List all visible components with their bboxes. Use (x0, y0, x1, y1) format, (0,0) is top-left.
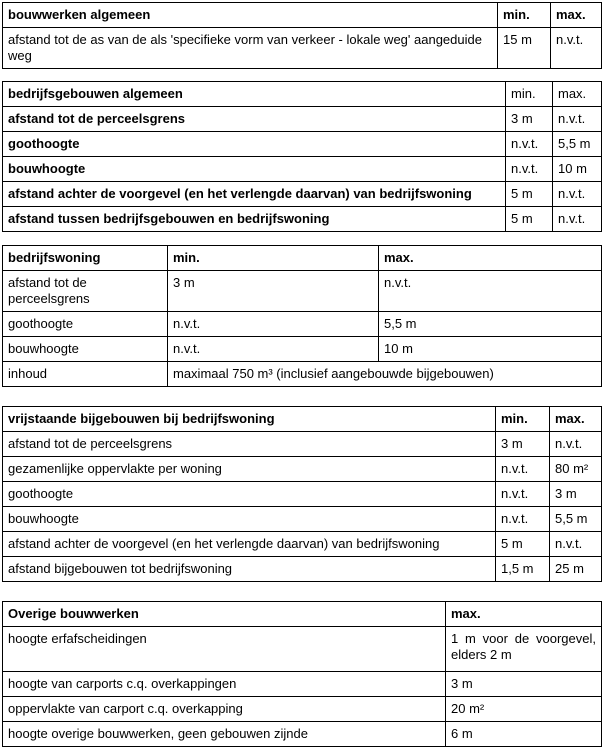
table-bedrijfsgebouwen-algemeen (2, 81, 602, 232)
min-value: 3 m (506, 107, 553, 132)
col-header-min: min. (506, 82, 553, 107)
table-header-row (3, 82, 602, 107)
table-header-row (3, 602, 602, 627)
row-label: afstand achter de voorgevel (en het verlengde daarvan) van bedrijfswoning (3, 182, 506, 207)
min-value: 5 m (506, 182, 553, 207)
min-value: n.v.t. (506, 157, 553, 182)
col-header-max: max. (446, 602, 602, 627)
col-header-max: max. (551, 3, 602, 28)
table-row (3, 207, 602, 232)
row-label: afstand tot de perceelsgrens (3, 107, 506, 132)
table-row (3, 132, 602, 157)
max-value: n.v.t. (550, 432, 602, 457)
row-label: goothoogte (3, 132, 506, 157)
min-value: 3 m (168, 271, 379, 312)
table-row (3, 362, 602, 387)
min-value: 15 m (498, 28, 551, 69)
row-label: goothoogte (3, 312, 168, 337)
max-value: 20 m² (446, 697, 602, 722)
table-header-row (3, 3, 602, 28)
max-value: n.v.t. (553, 182, 602, 207)
max-value: n.v.t. (379, 271, 602, 312)
row-label: hoogte van carports c.q. overkappingen (3, 672, 446, 697)
table-row (3, 107, 602, 132)
table-row (3, 28, 602, 69)
row-label: afstand tot de as van de als 'specifieke vorm van verkeer - lokale weg' aangeduide weg (3, 28, 498, 69)
min-value: 3 m (496, 432, 550, 457)
table-row (3, 557, 602, 582)
max-value: n.v.t. (551, 28, 602, 69)
max-value: 3 m (550, 482, 602, 507)
row-label: afstand achter de voorgevel (en het verlengde daarvan) van bedrijfswoning (3, 532, 496, 557)
min-value: 5 m (506, 207, 553, 232)
row-label: afstand tot de perceelsgrens (3, 271, 168, 312)
table-row (3, 337, 602, 362)
max-value: 3 m (446, 672, 602, 697)
col-header-min: min. (498, 3, 551, 28)
row-label: oppervlakte van carport c.q. overkapping (3, 697, 446, 722)
min-value: n.v.t. (496, 482, 550, 507)
span-value: maximaal 750 m³ (inclusief aangebouwde bijgebouwen) (168, 362, 602, 387)
table-row (3, 507, 602, 532)
max-value: 5,5 m (553, 132, 602, 157)
row-label: bouwhoogte (3, 337, 168, 362)
table-title: Overige bouwwerken (3, 602, 446, 627)
table-title: bedrijfsgebouwen algemeen (3, 82, 506, 107)
max-value: 80 m² (550, 457, 602, 482)
row-label: hoogte overige bouwwerken, geen gebouwen zijnde (3, 722, 446, 747)
min-value: n.v.t. (496, 507, 550, 532)
min-value: n.v.t. (168, 312, 379, 337)
row-label: afstand bijgebouwen tot bedrijfswoning (3, 557, 496, 582)
min-value: 5 m (496, 532, 550, 557)
min-value: 1,5 m (496, 557, 550, 582)
row-label: goothoogte (3, 482, 496, 507)
col-header-min: min. (168, 246, 379, 271)
max-value: 5,5 m (379, 312, 602, 337)
table-title: bedrijfswoning (3, 246, 168, 271)
table-row (3, 432, 602, 457)
max-value: 6 m (446, 722, 602, 747)
table-row (3, 482, 602, 507)
max-value: 25 m (550, 557, 602, 582)
table-header-row (3, 407, 602, 432)
table-overige-bouwwerken (2, 601, 602, 747)
col-header-max: max. (379, 246, 602, 271)
table-row (3, 457, 602, 482)
table-title: bouwwerken algemeen (3, 3, 498, 28)
max-value: 10 m (553, 157, 602, 182)
max-value: 10 m (379, 337, 602, 362)
table-vrijstaande-bijgebouwen (2, 406, 602, 582)
table-row (3, 271, 602, 312)
col-header-min: min. (496, 407, 550, 432)
max-value: n.v.t. (553, 107, 602, 132)
table-row (3, 672, 602, 697)
table-row (3, 312, 602, 337)
row-label: bouwhoogte (3, 507, 496, 532)
row-label: afstand tot de perceelsgrens (3, 432, 496, 457)
table-title: vrijstaande bijgebouwen bij bedrijfswoning (3, 407, 496, 432)
table-row (3, 627, 602, 672)
row-label: hoogte erfafscheidingen (3, 627, 446, 672)
min-value: n.v.t. (496, 457, 550, 482)
table-row (3, 722, 602, 747)
row-label: inhoud (3, 362, 168, 387)
max-value: 5,5 m (550, 507, 602, 532)
min-value: n.v.t. (168, 337, 379, 362)
table-row (3, 532, 602, 557)
table-row (3, 697, 602, 722)
table-header-row (3, 246, 602, 271)
max-value: n.v.t. (550, 532, 602, 557)
table-row (3, 182, 602, 207)
col-header-max: max. (550, 407, 602, 432)
min-value: n.v.t. (506, 132, 553, 157)
table-row (3, 157, 602, 182)
row-label: afstand tussen bedrijfsgebouwen en bedrijfswoning (3, 207, 506, 232)
table-bouwwerken-algemeen (2, 2, 602, 69)
row-label: gezamenlijke oppervlakte per woning (3, 457, 496, 482)
row-label: bouwhoogte (3, 157, 506, 182)
max-value: n.v.t. (553, 207, 602, 232)
max-value: 1 m voor de voorgevel, elders 2 m (446, 627, 602, 672)
col-header-max: max. (553, 82, 602, 107)
table-bedrijfswoning (2, 245, 602, 387)
